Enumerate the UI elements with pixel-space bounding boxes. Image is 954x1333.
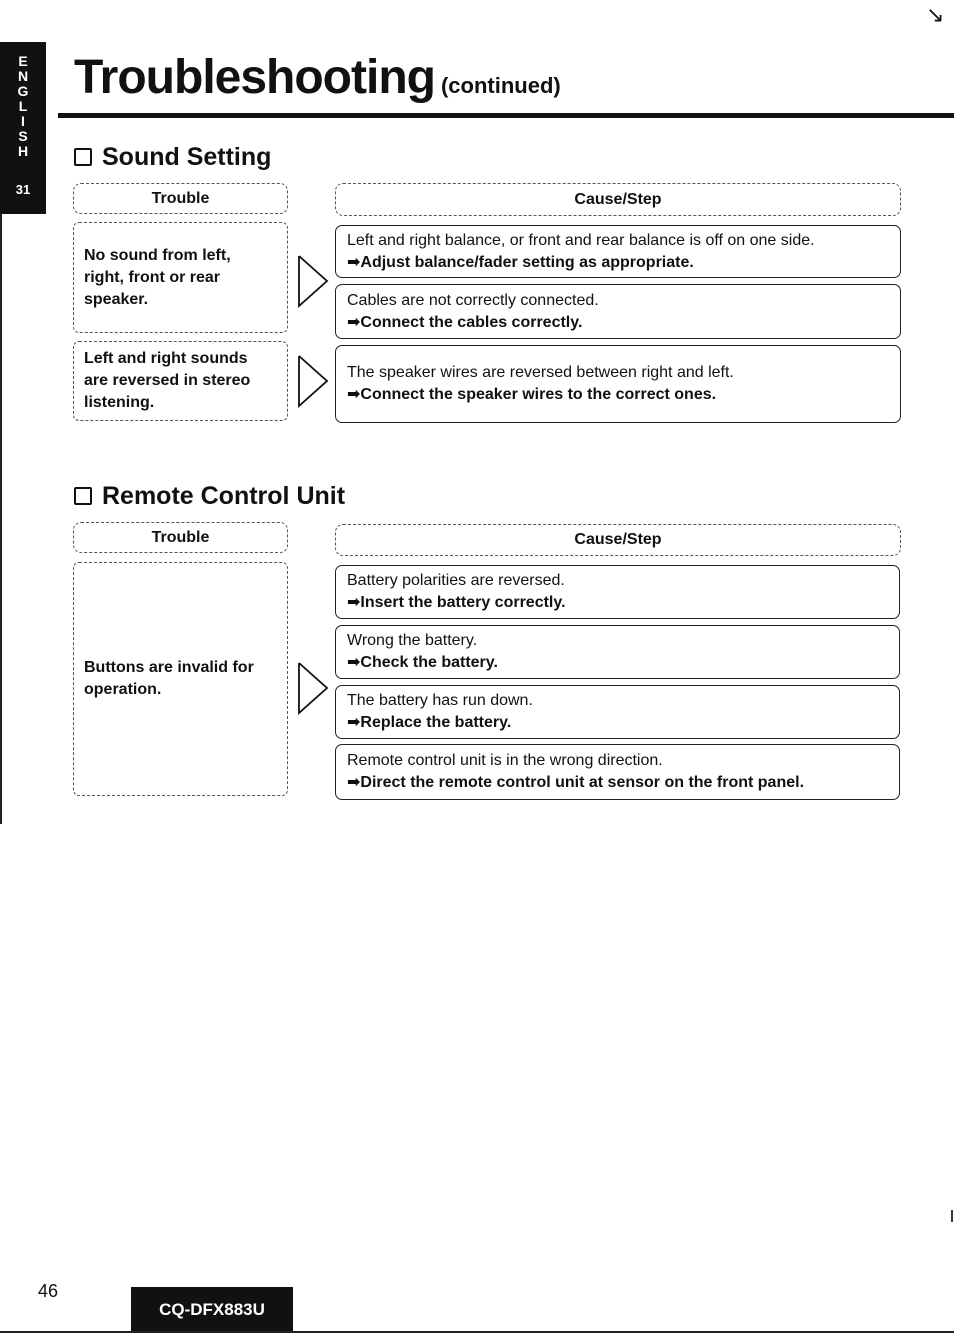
cause-text: The battery has run down. (347, 692, 533, 709)
cause-step-box (335, 625, 900, 679)
lang-letter: E (18, 53, 28, 69)
lang-letter: N (17, 68, 29, 84)
arrow-right-icon (296, 660, 332, 716)
trouble-header-label: Trouble (151, 528, 210, 546)
page-title-main: Troubleshooting (74, 51, 435, 104)
trouble-item (73, 341, 288, 421)
title-underline (58, 113, 954, 118)
trouble-column-header (73, 522, 288, 553)
model-badge (131, 1287, 293, 1333)
section-heading-remote-control-unit (74, 481, 345, 511)
step-text: ➡Adjust balance/fader setting as appropriate. (347, 253, 694, 271)
trouble-header-label: Trouble (151, 189, 210, 207)
corner-scan-mark: ↘ (926, 2, 945, 27)
lang-letter: I (21, 113, 25, 129)
language-tab (0, 42, 46, 214)
lang-letter: G (17, 83, 29, 99)
cause-header-label: Cause/Step (574, 531, 662, 548)
cause-column-header (335, 183, 901, 216)
lang-letter: H (17, 143, 29, 159)
step-text: ➡Check the battery. (347, 654, 498, 671)
left-margin-rule (0, 214, 2, 824)
step-text: ➡Insert the battery correctly. (347, 594, 566, 611)
trouble-item (73, 222, 288, 333)
cause-text: Remote control unit is in the wrong direction. (347, 752, 663, 769)
language-page-ref: 31 (15, 182, 31, 197)
arrow-right-icon (296, 253, 332, 309)
lang-letter: L (18, 98, 28, 114)
cause-step-box (335, 744, 900, 800)
step-text: ➡Replace the battery. (347, 714, 512, 731)
section-heading-text: Sound Setting (102, 143, 272, 171)
cause-step-box (335, 565, 900, 619)
checkbox-square-icon (74, 148, 92, 166)
cause-step-box (335, 284, 901, 339)
arrow-right-icon (296, 353, 332, 409)
cause-text: Wrong the battery. (347, 632, 478, 649)
trouble-text: Left and right sounds are reversed in stereo listening. (84, 350, 251, 411)
step-text: ➡Direct the remote control unit at sensor on the front panel. (347, 774, 805, 791)
model-number: CQ-DFX883U (159, 1300, 265, 1319)
trouble-text: Buttons are invalid for operation. (84, 659, 254, 698)
cause-step-box (335, 225, 901, 278)
language-letters (0, 42, 46, 159)
step-text: ➡Connect the speaker wires to the correct ones. (347, 386, 717, 403)
cause-text: Cables are not correctly connected. (347, 291, 599, 309)
edge-mark (951, 1210, 953, 1222)
cause-step-box (335, 685, 900, 739)
trouble-column-header (73, 183, 288, 214)
cause-text: The speaker wires are reversed between right and left. (347, 364, 734, 381)
lang-letter: S (18, 128, 28, 144)
checkbox-square-icon (74, 487, 92, 505)
page-title-suffix: (continued) (440, 73, 561, 98)
step-text: ➡Connect the cables correctly. (347, 313, 583, 331)
cause-column-header (335, 524, 901, 556)
cause-text: Battery polarities are reversed. (347, 572, 565, 589)
cause-header-label: Cause/Step (574, 190, 662, 208)
section-heading-sound-setting (74, 142, 271, 172)
trouble-text: No sound from left, right, front or rear speaker. (84, 246, 231, 308)
page-title (74, 48, 561, 116)
cause-text: Left and right balance, or front and rear balance is off on one side. (347, 231, 815, 249)
section-heading-text: Remote Control Unit (102, 482, 346, 510)
page-number: 46 (38, 1281, 59, 1301)
cause-step-box (335, 345, 901, 423)
trouble-item (73, 562, 288, 796)
